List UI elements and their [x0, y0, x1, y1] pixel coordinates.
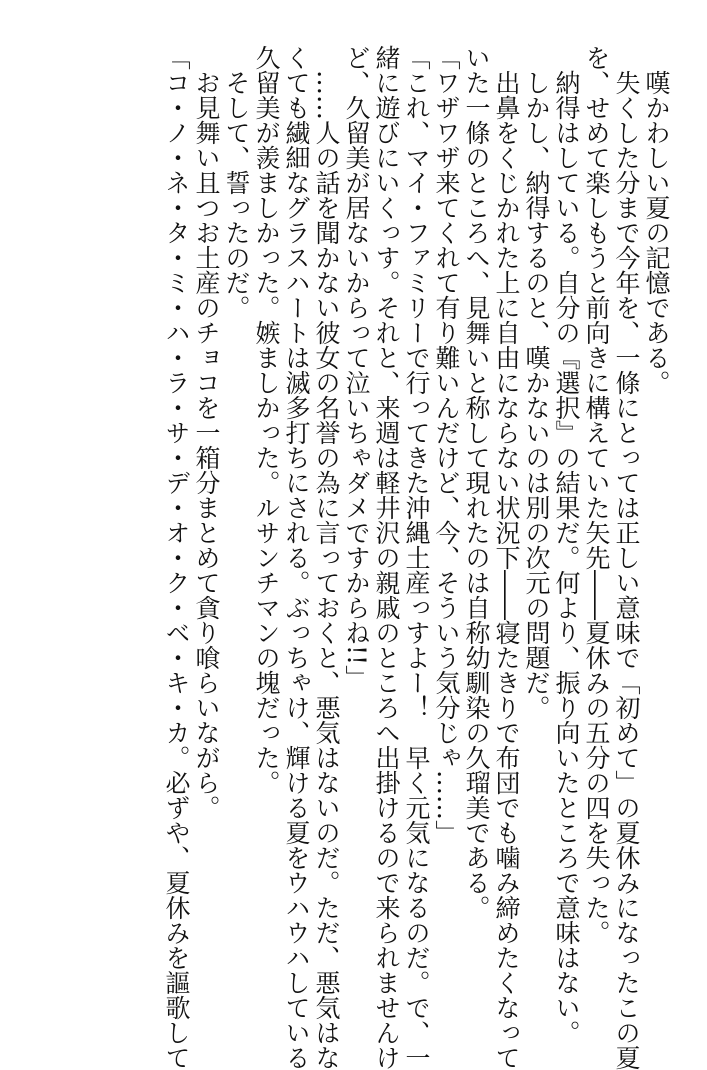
text-line: しかし、納得するのと、嘆かないのは別の次元の問題だ。 [522, 70, 551, 720]
text-line: 失くした分まで今年を、一條にとっては正しい意味で「初めて」の夏休みになったこの夏 [612, 70, 641, 1070]
text-line: そして、誓ったのだ。 [222, 70, 251, 320]
text-line: ……人の話を聞かない彼女の名誉の為に言っておくと、悪気はないのだ。ただ、悪気はな [312, 70, 341, 1070]
text-line: 「ワザワザ来てくれて有り難いんだけど、今、そういう気分じゃ……」 [432, 45, 461, 845]
text-line: いた一條のところへ、見舞いと称して現れたのは自称幼馴染の久瑠美である。 [462, 45, 491, 920]
text-line: ど、久留美が居ないからって泣いちゃダメですからね!!」 [342, 45, 371, 691]
text-line: 緒に遊びにいくっす。それと、来週は軽井沢の親戚のところへ出掛けるので来られませんけ [372, 45, 401, 1070]
vertical-text-body [161, 45, 671, 1070]
text-line: 久留美が羨ましかった。嫉ましかった。ルサンチマンの塊だった。 [252, 45, 281, 795]
text-line: くても繊細なグラスハートは滅多打ちにされる。ぶっちゃけ、輝ける夏をウハウハしている [282, 45, 311, 1070]
text-line: を、せめて楽しもうと前向きに構えていた矢先――夏休みの五分の四を失った。 [582, 45, 611, 945]
text-line: 嘆かわしい夏の記憶である。 [642, 70, 671, 395]
text-line: 「これ、マイ・ファミリーで行ってきた沖縄土産っすよー！ 早く元気になるのだ。で、一 [402, 45, 431, 1070]
text-line: 「コ・ノ・ネ・タ・ミ・ハ・ラ・サ・デ・オ・ク・ベ・キ・カ。必ずや、夏休みを謳歌して [162, 45, 191, 1070]
text-line: お見舞い且つお土産のチョコを一箱分まとめて貪り喰らいながら。 [192, 70, 221, 820]
text-line: 納得はしている。自分の『選択』の結果だ。何より、振り向いたところで意味はない。 [552, 70, 581, 1045]
text-line: 出鼻をくじかれた上に自由にならない状況下――寝たきりで布団でも噛み締めたくなって [492, 70, 521, 1070]
